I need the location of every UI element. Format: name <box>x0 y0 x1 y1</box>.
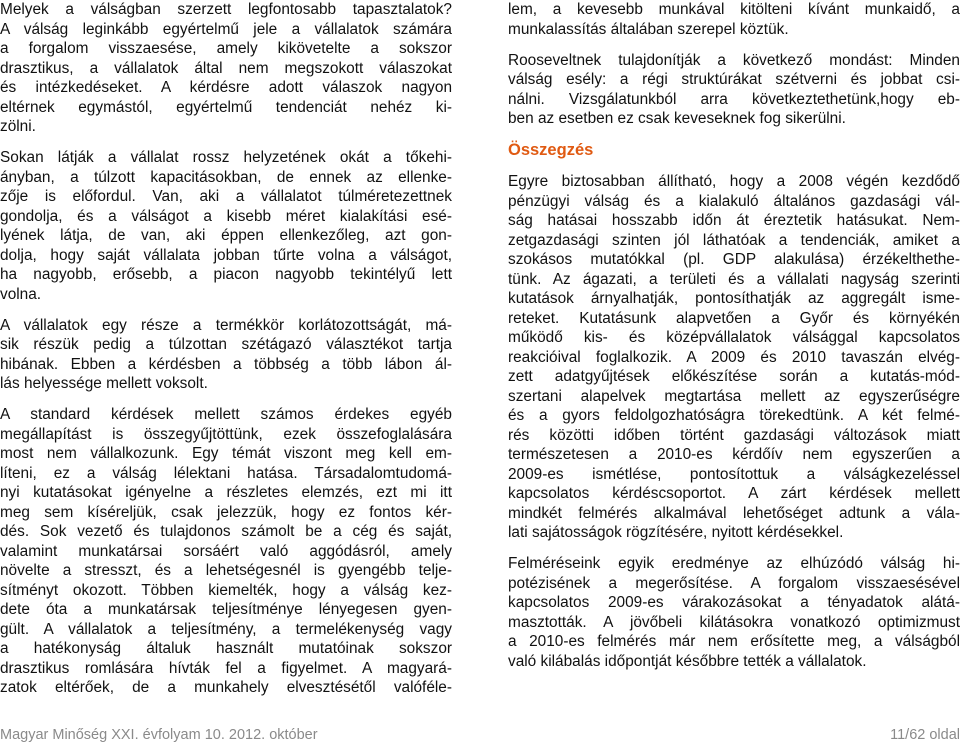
text-line: drasztikus romlására hívták fel a figyelmet. A magyará- <box>0 659 452 677</box>
text-line: gondolja, és a válságot a kisebb méret kialakítási esé- <box>0 207 452 225</box>
text-line: dés. Sok vezető és tulajdonos számolt be a cég és saját, <box>0 523 452 540</box>
text-line: zatok eltérőek, de a munkahely elvesztésétől valóféle- <box>0 679 452 696</box>
text-line: való kilábalás időpontját későbbre tették a vállalatok. <box>508 652 867 670</box>
text-line: A válság leginkább egyértelmű jele a vállalatok számára <box>0 20 452 38</box>
text-line: természetesen a 2010-es kérdőív nem egyszerűen a <box>508 446 960 463</box>
text-line: meg sem kíséreljük, csak jelezzük, hogy ez fontos kér- <box>0 503 452 521</box>
text-line: eltérnek egymástól, egyértelmű tendenciát nehéz ki- <box>0 98 452 116</box>
text-line: és intézkedéseket. A kérdésre adott válaszok nagyon <box>0 79 452 96</box>
text-line: dete óta a munkatársak teljesítménye lényegesen gyen- <box>0 601 452 618</box>
text-line: ányban, a túlzott kapacitásokban, de ennek az ellenke- <box>0 168 452 186</box>
paragraph <box>0 0 452 137</box>
text-line: volna. <box>0 285 42 303</box>
text-line: szertani alapelvek megtartása mellett az egyszerűségre <box>508 387 960 405</box>
text-line: működő kis- és középvállalatok válsággal kapcsolatos <box>508 329 960 346</box>
journal-citation: Magyar Minőség XXI. évfolyam 10. 2012. október <box>0 727 318 743</box>
text-line: kapcsolatos 2009-es várakozásokat a tényadatok alátá- <box>508 594 960 611</box>
text-line: reakcióival foglalkozik. A 2009 és 2010 tavaszán elvég- <box>508 348 960 366</box>
paragraph <box>508 51 960 129</box>
paragraph <box>0 148 452 304</box>
text-line: nálni. Vizsgálatunkból arra következtethetünk,hogy eb- <box>508 90 960 108</box>
text-line: megállapítást is összegyűjtöttünk, ezek összefoglalására <box>0 425 452 443</box>
text-line: nyi kutatásokat igényelne a részletes elemzés, ezt mi itt <box>0 484 452 501</box>
text-line: reteket. Kutatásunk alapvetően a Győr és környékén <box>508 309 960 327</box>
text-line: a forgalom visszaesése, amely kikövetelte a sokszor <box>0 40 452 57</box>
text-line: zölni. <box>0 118 36 135</box>
text-line: lyének látja, de van, aki éppen ellenkezőleg, azt gon- <box>0 227 452 244</box>
text-line: ben az esetben ez csak keveseknek fog sikerülni. <box>508 110 846 127</box>
text-line: és a gyors feldolgozhatóságra törekedtünk. A két felmé- <box>508 407 960 424</box>
text-line: Melyek a válságban szerzett legfontosabb tapasztalatok? <box>0 1 452 18</box>
text-line: ság hatásai hosszabb időn át éreztetik hatásukat. Nem- <box>508 212 960 229</box>
right-column <box>508 0 960 683</box>
text-line: gült. A vállalatok a teljesítmény, a termelékenység vagy <box>0 620 452 638</box>
text-line: zett adatgyűjtések előkészítése során a kutatás-mód- <box>508 368 960 385</box>
text-line: tünk. Az ágazati, a területi és a vállalati nagyság szerinti <box>508 270 960 288</box>
text-line: lás helyessége mellett voksolt. <box>0 375 208 392</box>
paragraph <box>508 0 960 39</box>
text-line: dolja, hogy saját vállalata jobban tűrte volna a válságot, <box>0 246 452 264</box>
text-line: Felméréseink egyik eredménye az elhúzódó válság hi- <box>508 555 960 572</box>
text-line: sítményt okozott. Többen kiemelték, hogy a válság kez- <box>0 581 452 599</box>
paragraph <box>508 554 960 671</box>
text-line: szokásos mutatókkal (pl. GDP alakulása) érzékelthethe- <box>508 251 960 268</box>
text-line: most nem vállalkozunk. Egy témát viszont meg kell em- <box>0 445 452 462</box>
text-line: Rooseveltnek tulajdonítják a következő mondást: Minden <box>508 51 960 69</box>
text-line: kapcsolatos kérdéscsoportot. A zárt kérdések mellett <box>508 485 960 502</box>
text-line: Egyre biztosabban állítható, hogy a 2008 végén kezdődő <box>508 173 960 190</box>
text-line: ha nagyobb, erősebb, a piacon nagyobb tekintélyű lett <box>0 266 452 283</box>
text-line: potézisének a megerősítése. A forgalom visszaesésével <box>508 574 960 592</box>
left-column <box>0 0 452 709</box>
page-footer <box>0 725 960 745</box>
text-line: A standard kérdések mellett számos érdekes egyéb <box>0 406 452 423</box>
text-line: 2009-es ismétlése, pontosítottuk a válságkezeléssel <box>508 465 960 483</box>
text-line: masztották. A jövőbeli kilátásokra vonatkozó optimizmust <box>508 613 960 631</box>
text-line: Sokan látják a vállalat rossz helyzetének okát a tőkehi- <box>0 149 452 166</box>
text-line: sik részük pedig a túlzottan szétágazó választékot tartja <box>0 336 452 353</box>
text-line: munkalassítás általában szerepel köztük. <box>508 20 789 38</box>
text-line: A vállalatok egy része a termékkör korlátozottságát, má- <box>0 316 452 334</box>
paragraph <box>0 405 452 698</box>
paragraph <box>0 316 452 394</box>
text-line: pénzügyi válság és a kialakuló általános gazdasági vál- <box>508 192 960 210</box>
section-heading: Összegzés <box>508 141 594 159</box>
text-line: líteni, ez a válság lélektani hatása. Társadalomtudomá- <box>0 464 452 482</box>
text-line: valamint munkatársai sorsáért való aggódásról, amely <box>0 542 452 560</box>
page-number: 11/62 oldal <box>890 727 960 743</box>
text-line: zetgazdasági szinten jól láthatóak a tendenciák, amiket a <box>508 231 960 249</box>
text-line: rés közötti időben történt gazdasági változások miatt <box>508 426 960 444</box>
text-line: a 2010-es felmérés már nem erősítette meg, a válságból <box>508 633 960 650</box>
text-line: növelte a stresszt, és a lehetségesnél is gyengébb telje- <box>0 562 452 579</box>
text-line: mindkét felmérés alkalmával lehetőséget adtunk a vála- <box>508 504 960 522</box>
text-line: lati sajátosságok rögzítésére, nyitott kérdésekkel. <box>508 524 844 541</box>
text-line: drasztikus, a vállalatok által nem megszokott válaszokat <box>0 59 452 77</box>
text-line: lem, a kevesebb munkával kitölteni kívánt munkaidő, a <box>508 1 960 18</box>
paragraph <box>508 172 960 543</box>
text-line: zője is előfordul. Van, aki a vállalatot túlméretezettnek <box>0 188 452 205</box>
text-line: válság esély: a régi struktúrákat szétverni és jobbat csi- <box>508 71 960 88</box>
text-line: hibának. Ebben a kérdésben a többség a több lábon ál- <box>0 355 452 373</box>
text-line: a hatékonyság általuk használt mutatóinak sokszor <box>0 640 452 657</box>
text-line: kutatások árnyalhatják, pontosíthatják az aggregált isme- <box>508 290 960 307</box>
